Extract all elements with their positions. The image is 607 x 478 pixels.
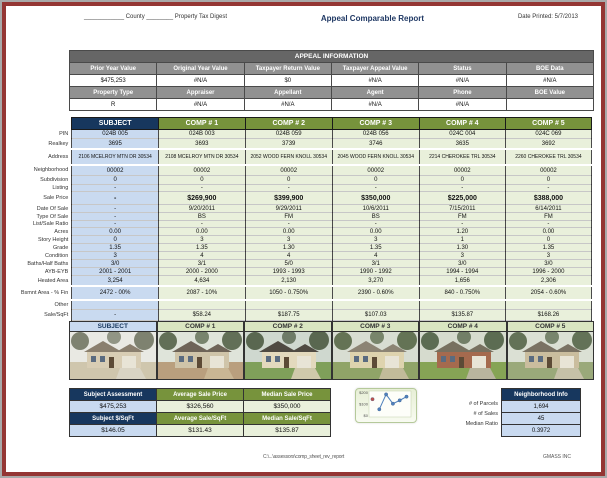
pin-value: 024C 004 [419, 130, 505, 139]
listing-value: - [72, 185, 159, 192]
sale-price-value: $225,000 [419, 192, 505, 205]
appeal-header-cell: Appellant [244, 87, 331, 99]
date-of-sale-value: 9/20/2011 [159, 205, 246, 213]
sale-price-value: - [72, 192, 159, 205]
row-label: Acres [54, 228, 69, 235]
neighborhood-label: # of Sales [473, 411, 498, 417]
house-illustration [70, 332, 156, 379]
bsmnt-area-fin-value: 840 - 0.750% [419, 286, 505, 300]
appeal-value-cell: #N/A [419, 99, 506, 111]
neighborhood-value-row [502, 425, 581, 437]
date-printed-label: Date Printed: [517, 14, 553, 20]
bsmnt-area-fin-value: 2390 - 0.60% [332, 286, 419, 300]
appeal-title-row [70, 51, 594, 63]
table-row [14, 221, 592, 228]
table-row [14, 165, 592, 176]
comparison-header-row [14, 118, 592, 130]
comp-2-photo [244, 332, 332, 380]
ayb-eyb-value: 1994 - 1994 [419, 268, 505, 276]
photo-column-header: COMP # 1 [157, 321, 245, 332]
photo-column-header: COMP # 2 [244, 321, 332, 332]
photo-column-header: COMP # 3 [332, 321, 420, 332]
heated-area-value: 4,634 [159, 276, 246, 287]
table-row [14, 244, 592, 252]
neighborhood-info [449, 388, 581, 437]
column-header-comp-1: COMP # 1 [159, 118, 246, 130]
other-value [245, 300, 332, 310]
appeal-header-cell: Original Year Value [157, 63, 244, 75]
story-height-value: 0 [505, 236, 591, 244]
comp-data-point [384, 393, 387, 396]
summary-header-median-sale-price: Median Sale Price [244, 389, 331, 401]
appeal-header-cell: Prior Year Value [70, 63, 157, 75]
listing-value: - [159, 185, 246, 192]
heated-area-value: 3,254 [72, 276, 159, 287]
row-label: Condition [45, 252, 69, 259]
ayb-eyb-value: 1996 - 2000 [505, 268, 591, 276]
county-digest-line: ____________ County ________ Property Tax Digest [84, 14, 227, 20]
row-label: Listing [52, 185, 69, 191]
table-row [14, 268, 592, 276]
appeal-value-cell: #N/A [419, 75, 506, 87]
bsmnt-area-fin-value: 1050 - 0.750% [245, 286, 332, 300]
subject-photo [69, 332, 157, 380]
baths-half-baths-value: 5/0 [245, 260, 332, 268]
date-of-sale-value: 9/29/2011 [245, 205, 332, 213]
appeal-header-cell: Property Type [70, 87, 157, 99]
sale-sqft-sparkline [356, 389, 414, 420]
acres-value: 0.00 [505, 228, 591, 236]
comp-data-point [405, 395, 408, 398]
row-label: Subdivision [40, 177, 69, 183]
sale-sqft-chart [355, 388, 417, 423]
comp-data-point [391, 402, 394, 405]
house-illustration [245, 332, 331, 379]
report-header [14, 14, 592, 28]
ayb-eyb-value: 2001 - 2001 [72, 268, 159, 276]
listing-value: - [505, 185, 591, 192]
ayb-eyb-value: 1990 - 1992 [332, 268, 419, 276]
heated-area-value: 2,130 [245, 276, 332, 287]
acres-value: 0.00 [159, 228, 246, 236]
appeal-info-title: APPEAL INFORMATION [70, 51, 594, 63]
summary-value-cell: $475,253 [70, 401, 157, 413]
appeal-value-cell: R [70, 99, 157, 111]
date-of-sale-value: 10/6/2011 [332, 205, 419, 213]
table-row [14, 130, 592, 139]
pin-value: 024C 069 [505, 130, 591, 139]
appeal-value-cell: #N/A [244, 99, 331, 111]
neighborhood-label: # of Parcels [468, 401, 498, 407]
subdivision-value: 0 [332, 176, 419, 185]
chart-y-tick: $200 [359, 390, 368, 395]
date-of-sale-value: 7/15/2011 [419, 205, 505, 213]
row-label: Other [54, 301, 69, 308]
pin-value: 024B 003 [159, 130, 246, 139]
neighborhood-labels [449, 388, 501, 437]
acres-value: 1.20 [419, 228, 505, 236]
table-row [14, 185, 592, 192]
realkey-value: 3695 [72, 139, 159, 150]
neighborhood-value: 00002 [72, 165, 159, 176]
sale-price-value: $399,900 [245, 192, 332, 205]
grade-value: 1.30 [419, 244, 505, 252]
table-row [14, 139, 592, 150]
type-of-sale-value: BS [332, 213, 419, 221]
table-row [14, 205, 592, 213]
photo-column-header: SUBJECT [69, 321, 157, 332]
pin-value: 024B 005 [72, 130, 159, 139]
grade-value: 1.35 [159, 244, 246, 252]
house-illustration [158, 332, 244, 379]
table-row [14, 310, 592, 321]
address-value: 2106 MCELROY MTN DR 30534 [72, 149, 159, 165]
summary-header-average-sale-price: Average Sale Price [157, 389, 244, 401]
footer-path: C:\...\assessors\comp_sheet_rev_report [262, 454, 345, 460]
table-row [14, 236, 592, 244]
comp-3-photo [332, 332, 420, 380]
row-label: Baths/Half Baths [27, 260, 69, 267]
pin-value: 024B 059 [245, 130, 332, 139]
date-printed [518, 14, 578, 20]
report-page [6, 6, 601, 472]
table-row [14, 260, 592, 268]
appeal-header-cell: BOE Value [506, 87, 593, 99]
address-value: 2214 CHEROKEE TRL 30534 [419, 149, 505, 165]
realkey-value: 3635 [419, 139, 505, 150]
condition-value: 3 [419, 252, 505, 260]
sale-price-value: $350,000 [332, 192, 419, 205]
sale-price-value: $269,900 [159, 192, 246, 205]
sale-sqft-value: - [72, 310, 159, 321]
table-row [14, 286, 592, 300]
other-value [419, 300, 505, 310]
appeal-header-cell: Status [419, 63, 506, 75]
story-height-value: 1 [419, 236, 505, 244]
bsmnt-area-fin-value: 2054 - 0.60% [505, 286, 591, 300]
summary-value-cell: $135.87 [244, 425, 331, 437]
appeal-value-cell [506, 99, 593, 111]
list-sale-ratio-value: - [159, 221, 246, 228]
appeal-header-cell: Taxpayer Appeal Value [331, 63, 418, 75]
appeal-header-cell: Taxpayer Return Value [244, 63, 331, 75]
report-footer [6, 454, 601, 462]
appeal-information-table [69, 50, 594, 111]
comp-5-photo [507, 332, 595, 380]
sale-price-value: $388,000 [505, 192, 591, 205]
report-border [2, 2, 605, 476]
row-label: Bsmnt Area - % Fin [20, 290, 69, 296]
listing-value: - [245, 185, 332, 192]
date-of-sale-value: 6/14/2011 [505, 205, 591, 213]
list-sale-ratio-value: - [419, 221, 505, 228]
neighborhood-value: 00002 [159, 165, 246, 176]
grade-value: 1.30 [245, 244, 332, 252]
summary-header-average-sale-sqft: Average Sale/SqFt [157, 413, 244, 425]
footer-brand: GMASS INC [542, 454, 571, 460]
comp-1-photo [157, 332, 245, 380]
listing-value: - [419, 185, 505, 192]
appeal-header-cell: Appraiser [157, 87, 244, 99]
photo-header-row [69, 321, 594, 332]
type-of-sale-value: BS [159, 213, 246, 221]
condition-value: 3 [72, 252, 159, 260]
appeal-row [70, 99, 594, 111]
appeal-row [70, 63, 594, 75]
appeal-value-cell: #N/A [331, 75, 418, 87]
column-header-comp-3: COMP # 3 [332, 118, 419, 130]
sale-sqft-value: $135.87 [419, 310, 505, 321]
address-value: 2108 MCELROY MTN DR 30534 [159, 149, 246, 165]
chart-y-tick: $100 [359, 401, 368, 407]
column-header-subject: SUBJECT [72, 118, 159, 130]
pin-value: 024B 056 [332, 130, 419, 139]
grade-value: 1.35 [505, 244, 591, 252]
row-label: AYB-EYB [44, 268, 69, 275]
chart-plot-area [369, 391, 411, 417]
column-header-comp-5: COMP # 5 [505, 118, 591, 130]
date-printed-value: 5/7/2013 [554, 14, 578, 20]
condition-value: 3 [505, 252, 591, 260]
table-row [14, 300, 592, 310]
row-label: Type Of Sale [36, 213, 69, 220]
baths-half-baths-value: 3/0 [72, 260, 159, 268]
photo-strip [69, 321, 594, 380]
comp-4-photo [419, 332, 507, 380]
column-header-comp-2: COMP # 2 [245, 118, 332, 130]
neighborhood-value: 00002 [332, 165, 419, 176]
page-title: Appeal Comparable Report [320, 14, 425, 23]
neighborhood-value-cell: 1,694 [502, 401, 581, 413]
other-value [159, 300, 246, 310]
type-of-sale-value: - [72, 213, 159, 221]
list-sale-ratio-value: - [332, 221, 419, 228]
list-sale-ratio-value: - [245, 221, 332, 228]
table-row [14, 149, 592, 165]
summary-header-row [70, 413, 331, 425]
row-label: Heated Area [37, 277, 69, 284]
acres-value: 0.00 [72, 228, 159, 236]
date-of-sale-value: - [72, 205, 159, 213]
type-of-sale-value: FM [505, 213, 591, 221]
subject-data-point [371, 398, 374, 401]
summary-value-row [70, 401, 331, 413]
sale-sqft-value: $107.03 [332, 310, 419, 321]
summary-header-subject-assessment: Subject Assessment [70, 389, 157, 401]
baths-half-baths-value: 3/1 [332, 260, 419, 268]
photo-column-header: COMP # 4 [419, 321, 507, 332]
acres-value: 0.00 [332, 228, 419, 236]
table-row [14, 252, 592, 260]
neighborhood-info-title: Neighborhood Info [502, 389, 581, 401]
address-value: 2052 WOOD FERN KNOLL 30534 [245, 149, 332, 165]
appeal-value-cell: $0 [244, 75, 331, 87]
story-height-value: 3 [332, 236, 419, 244]
comp-data-point [378, 408, 381, 411]
table-row [14, 213, 592, 221]
comparison-table [14, 117, 592, 321]
appeal-header-cell: BOE Data [506, 63, 593, 75]
neighborhood-value-row [502, 401, 581, 413]
subdivision-value: 0 [245, 176, 332, 185]
heated-area-value: 2,306 [505, 276, 591, 287]
row-label: Neighborhood [33, 167, 69, 174]
condition-value: 4 [159, 252, 246, 260]
summary-table [69, 388, 331, 437]
subdivision-value: 0 [72, 176, 159, 185]
neighborhood-header-row [502, 389, 581, 401]
realkey-value: 3692 [505, 139, 591, 150]
photo-column-header: COMP # 5 [507, 321, 595, 332]
neighborhood-value-row [502, 413, 581, 425]
summary-value-cell: $326,560 [157, 401, 244, 413]
house-illustration [333, 332, 419, 379]
baths-half-baths-value: 3/0 [505, 260, 591, 268]
subdivision-value: 0 [159, 176, 246, 185]
type-of-sale-value: FM [245, 213, 332, 221]
bsmnt-area-fin-value: 2087 - 10% [159, 286, 246, 300]
table-row [14, 192, 592, 205]
appeal-value-cell: $475,253 [70, 75, 157, 87]
summary-section [14, 388, 592, 437]
neighborhood-label: Median Ratio [465, 421, 498, 427]
neighborhood-value: 00002 [245, 165, 332, 176]
ayb-eyb-value: 1993 - 1993 [245, 268, 332, 276]
neighborhood-table [501, 388, 581, 437]
table-row [14, 176, 592, 185]
other-value [505, 300, 591, 310]
realkey-value: 3739 [245, 139, 332, 150]
row-label: Grade [52, 244, 69, 251]
column-header-comp-4: COMP # 4 [419, 118, 505, 130]
type-of-sale-value: FM [419, 213, 505, 221]
summary-header-subject-sqft: Subject $/SqFt [70, 413, 157, 425]
house-illustration [420, 332, 506, 379]
appeal-header-cell: Agent [331, 87, 418, 99]
baths-half-baths-value: 3/0 [419, 260, 505, 268]
listing-value: - [332, 185, 419, 192]
heated-area-value: 3,270 [332, 276, 419, 287]
address-value: 2045 WOOD FERN KNOLL 30534 [332, 149, 419, 165]
other-value [332, 300, 419, 310]
row-label: Sale Price [43, 195, 69, 201]
summary-header-row [70, 389, 331, 401]
story-height-value: 3 [245, 236, 332, 244]
house-illustration [508, 332, 594, 379]
list-sale-ratio-value: - [72, 221, 159, 228]
appeal-value-cell: #N/A [157, 75, 244, 87]
address-value: 2260 CHEROKEE TRL 30534 [505, 149, 591, 165]
summary-value-cell: $131.43 [157, 425, 244, 437]
appeal-value-cell: #N/A [157, 99, 244, 111]
row-label: Sale/SqFt [44, 312, 69, 318]
neighborhood-value: 00002 [419, 165, 505, 176]
table-row [14, 228, 592, 236]
chart-y-tick: $0 [363, 413, 368, 418]
subdivision-value: 0 [505, 176, 591, 185]
story-height-value: 0 [72, 236, 159, 244]
realkey-value: 3746 [332, 139, 419, 150]
grade-value: 1.35 [72, 244, 159, 252]
acres-value: 0.00 [245, 228, 332, 236]
subdivision-value: 0 [419, 176, 505, 185]
summary-value-row [70, 425, 331, 437]
row-label: PIN [59, 131, 69, 137]
summary-value-cell: $350,000 [244, 401, 331, 413]
row-label: Date Of Sale [36, 205, 69, 212]
appeal-header-cell: Phone [419, 87, 506, 99]
row-label: Story Height [38, 236, 69, 243]
neighborhood-value-cell: 45 [502, 413, 581, 425]
summary-header-median-sale-sqft: Median Sale/SqFt [244, 413, 331, 425]
realkey-value: 3693 [159, 139, 246, 150]
row-label-header [14, 118, 72, 130]
appeal-value-cell: #N/A [506, 75, 593, 87]
baths-half-baths-value: 3/1 [159, 260, 246, 268]
summary-value-cell: $146.05 [70, 425, 157, 437]
sale-sqft-value: $58.24 [159, 310, 246, 321]
row-label: Realkey [48, 140, 69, 147]
heated-area-value: 1,656 [419, 276, 505, 287]
ayb-eyb-value: 2000 - 2000 [159, 268, 246, 276]
list-sale-ratio-value: - [505, 221, 591, 228]
other-value [72, 300, 159, 310]
appeal-row [70, 87, 594, 99]
story-height-value: 3 [159, 236, 246, 244]
row-label: List/Sale Ratio [32, 221, 69, 227]
table-row [14, 276, 592, 287]
appeal-row [70, 75, 594, 87]
condition-value: 4 [245, 252, 332, 260]
neighborhood-value: 00002 [505, 165, 591, 176]
appeal-value-cell: #N/A [331, 99, 418, 111]
condition-value: 4 [332, 252, 419, 260]
sale-sqft-value: $168.26 [505, 310, 591, 321]
bsmnt-area-fin-value: 2472 - 00% [72, 286, 159, 300]
neighborhood-value-cell: 0.3972 [502, 425, 581, 437]
photo-row [69, 332, 594, 380]
row-label: Address [48, 154, 69, 160]
sale-sqft-value: $187.75 [245, 310, 332, 321]
grade-value: 1.35 [332, 244, 419, 252]
comp-data-point [398, 399, 401, 402]
